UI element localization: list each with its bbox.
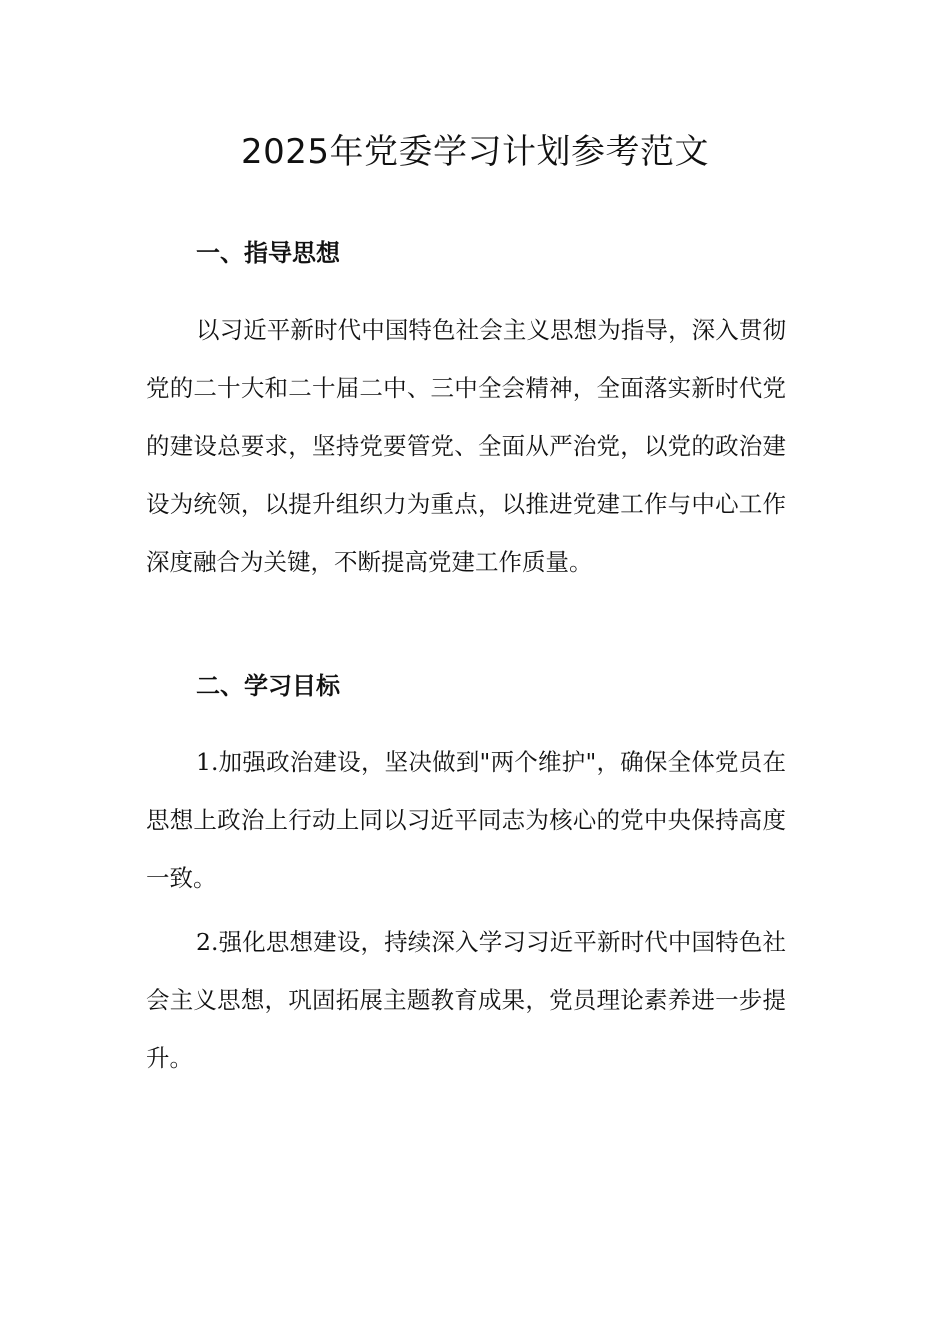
paragraph-goal-1: 1.加强政治建设，坚决做到"两个维护"，确保全体党员在思想上政治上行动上同以习近平同志为核心的党中央保持高度一致。 xyxy=(146,748,786,892)
section-heading-learning-goals: 二、学习目标 xyxy=(196,672,340,700)
section-heading-guiding-ideology: 一、指导思想 xyxy=(196,239,340,267)
document-title: 2025年党委学习计划参考范文 xyxy=(240,132,710,172)
paragraph-guiding-ideology: 以习近平新时代中国特色社会主义思想为指导，深入贯彻党的二十大和二十届二中、三中全会精神，全面落实新时代党的建设总要求，坚持党要管党、全面从严治党，以党的政治建设为统领，以提升组织力为重点，以推进党建工作与中心工作深度融合为关键，不断提高党建工作质量。 xyxy=(146,316,786,576)
paragraph-goal-2: 2.强化思想建设，持续深入学习习近平新时代中国特色社会主义思想，巩固拓展主题教育成果，党员理论素养进一步提升。 xyxy=(146,928,786,1072)
